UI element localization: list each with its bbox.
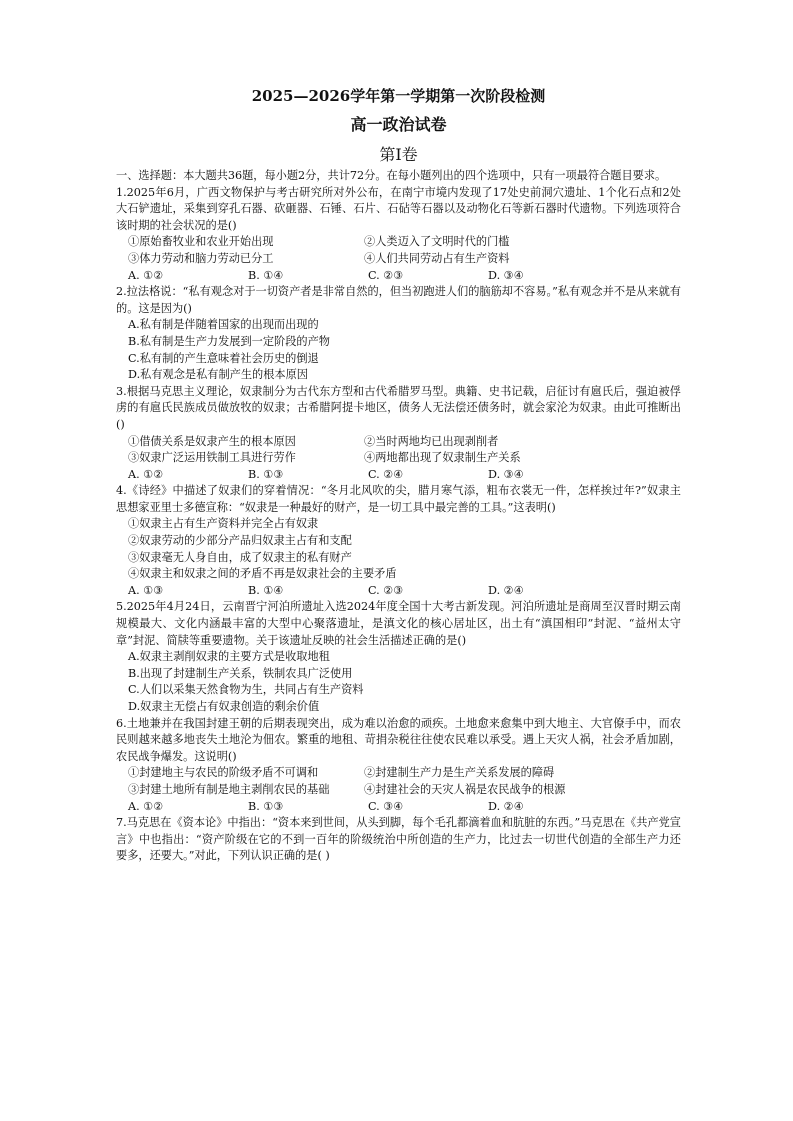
option-item: ①奴隶主占有生产资料并完全占有奴隶 <box>128 517 319 531</box>
option-item: ②奴隶劳动的少部分产品归奴隶主占有和支配 <box>128 534 352 548</box>
option-row <box>116 782 681 799</box>
option-item: C.人们以采集天然食物为生，共同占有生产资料 <box>128 683 364 697</box>
answer-choice: B. ①③ <box>248 799 284 813</box>
option-row <box>116 251 681 268</box>
answer-choice: A. ①② <box>128 799 164 813</box>
option-row <box>116 765 681 782</box>
answer-choices <box>116 799 681 816</box>
answer-choices <box>116 583 681 600</box>
question-stem: 7.马克思在《资本论》中指出：“资本来到世间，从头到脚，每个毛孔都滴着血和肮脏的东西。”马克思在《共产党宣言》中也指出：“资产阶级在它的不到一百年的阶级统治中所创造的生产力，比过去一切世代创造的全部生产力还要多，还要大。”对此，下列认识正确的是( ) <box>116 816 681 863</box>
exam-title: 2025—2026学年第一学期第一次阶段检测 <box>251 87 546 105</box>
option-item: B.出现了封建制生产关系，铁制农具广泛使用 <box>128 666 353 680</box>
question-stem: 2.拉法格说：“私有观念对于一切资产者是非常自然的，但当初跑进人们的脑筋却不容易。”私有观念并不是从来就有的。这是因为() <box>116 285 681 315</box>
option-item: D.奴隶主无偿占有奴隶创造的剩余价值 <box>128 700 320 713</box>
option-row <box>116 450 681 467</box>
question-5 <box>116 599 681 715</box>
question-stem: 3.根据马克思主义理论，奴隶制分为古代东方型和古代希腊罗马型。典籍、史书记载，启征讨有扈氏后，强迫被俘虏的有扈氏民族成员做放牧的奴隶；古希腊阿提卡地区，债务人无法偿还债务时，就会家沦为奴隶。由此可推断出() <box>116 384 681 431</box>
option-item: ③封建土地所有制是地主剥削农民的基础 <box>128 782 330 796</box>
answer-choice: A. ①③ <box>128 583 164 597</box>
question-7 <box>116 815 681 865</box>
option-item: ①原始畜牧业和农业开始出现 <box>128 235 274 249</box>
question-1 <box>116 185 681 285</box>
option-item: ②人类迈入了文明时代的门槛 <box>364 235 510 249</box>
answer-choices <box>116 268 681 285</box>
option-item: ④人们共同劳动占有生产资料 <box>364 251 510 265</box>
answer-choice: C. ②③ <box>368 268 404 282</box>
option-item: ①封建地主与农民的阶级矛盾不可调和 <box>128 766 319 780</box>
question-3 <box>116 384 681 484</box>
option-item: ①借债关系是奴隶产生的根本原因 <box>128 434 296 448</box>
answer-choices <box>116 467 681 484</box>
section-intro: 一、选择题：本大题共36题，每小题2分，共计72分。在每小题列出的四个选项中，只有一项最符合题目要求。 <box>116 169 667 182</box>
answer-choice: C. ②③ <box>368 583 404 597</box>
answer-choice: D. ②④ <box>488 583 524 597</box>
option-item: ③奴隶毫无人身自由，成了奴隶主的私有财产 <box>128 550 352 564</box>
exam-content <box>116 82 681 865</box>
option-item: ③体力劳动和脑力劳动已分工 <box>128 251 274 265</box>
option-item: ④奴隶主和奴隶之间的矛盾不再是奴隶社会的主要矛盾 <box>128 567 397 581</box>
answer-choice: B. ①④ <box>248 583 284 597</box>
option-item: ③奴隶广泛运用铁制工具进行劳作 <box>128 451 296 465</box>
answer-choice: D. ②④ <box>488 799 524 813</box>
answer-choice: A. ①② <box>128 268 164 282</box>
answer-choice: C. ③④ <box>368 799 404 813</box>
question-stem: 1.2025年6月，广西文物保护与考古研究所对外公布，在南宁市境内发现了17处史前洞穴遗址、1个化石点和2处大石铲遗址，采集到穿孔石器、砍砸器、石锤、石片、石砧等石器以及动物化石等新石器时代遗物。下列选项符合该时期的社会状况的是() <box>116 185 681 232</box>
option-item: ②封建制生产力是生产关系发展的障碍 <box>364 766 555 780</box>
option-item: ④封建社会的天灾人祸是农民战争的根源 <box>364 782 566 796</box>
answer-choice: B. ①③ <box>248 467 284 481</box>
paper-title: 高一政治试卷 <box>350 115 447 134</box>
answer-choice: D. ③④ <box>488 268 524 282</box>
option-item: ②当时两地均已出现剥削者 <box>364 434 499 448</box>
question-stem: 4.《诗经》中描述了奴隶们的穿着情况：“冬月北风吹的尖，腊月寒气添，粗布衣裳无一件，怎样挨过年?”奴隶主思想家亚里士多德宣称：“奴隶是一种最好的财产，是一切工具中最完善的工具。”这表明() <box>116 484 681 514</box>
answer-choice: B. ①④ <box>248 268 284 282</box>
question-stem: 5.2025年4月24日，云南晋宁河泊所遗址入选2024年度全国十大考古新发现。河泊所遗址是商周至汉晋时期云南规模最大、文化内涵最丰富的大型中心聚落遗址，是滇文化的核心居址区，出土有“滇国相印”封泥、“益州太守章”封泥、简牍等重要遗物。关于该遗址反映的社会生活描述正确的是() <box>116 600 681 647</box>
option-item: ④两地都出现了奴隶制生产关系 <box>364 451 521 465</box>
answer-choice: D. ③④ <box>488 467 524 481</box>
option-item: A.私有制是伴随着国家的出现而出现的 <box>128 318 319 332</box>
option-item: D.私有观念是私有制产生的根本原因 <box>128 368 308 382</box>
option-item: B.私有制是生产力发展到一定阶段的产物 <box>128 334 330 348</box>
question-4 <box>116 483 681 599</box>
volume-heading: 第Ⅰ卷 <box>379 145 418 164</box>
option-item: A.奴隶主剥削奴隶的主要方式是收取地租 <box>128 650 330 664</box>
answer-choice: A. ①② <box>128 467 164 481</box>
option-item: C.私有制的产生意味着社会历史的倒退 <box>128 351 319 365</box>
option-row <box>116 434 681 451</box>
question-2 <box>116 284 681 384</box>
question-6 <box>116 716 681 816</box>
question-stem: 6.土地兼并在我国封建王朝的后期表现突出，成为难以治愈的顽疾。土地愈来愈集中到大地主、大官僚手中，而农民则越来越多地丧失土地沦为佃农。繁重的地租、苛捐杂税往往使农民难以承受。遇上天灾人祸，社会矛盾加剧，农民战争爆发。这说明() <box>116 716 681 763</box>
answer-choice: C. ②④ <box>368 467 404 481</box>
option-row <box>116 234 681 251</box>
